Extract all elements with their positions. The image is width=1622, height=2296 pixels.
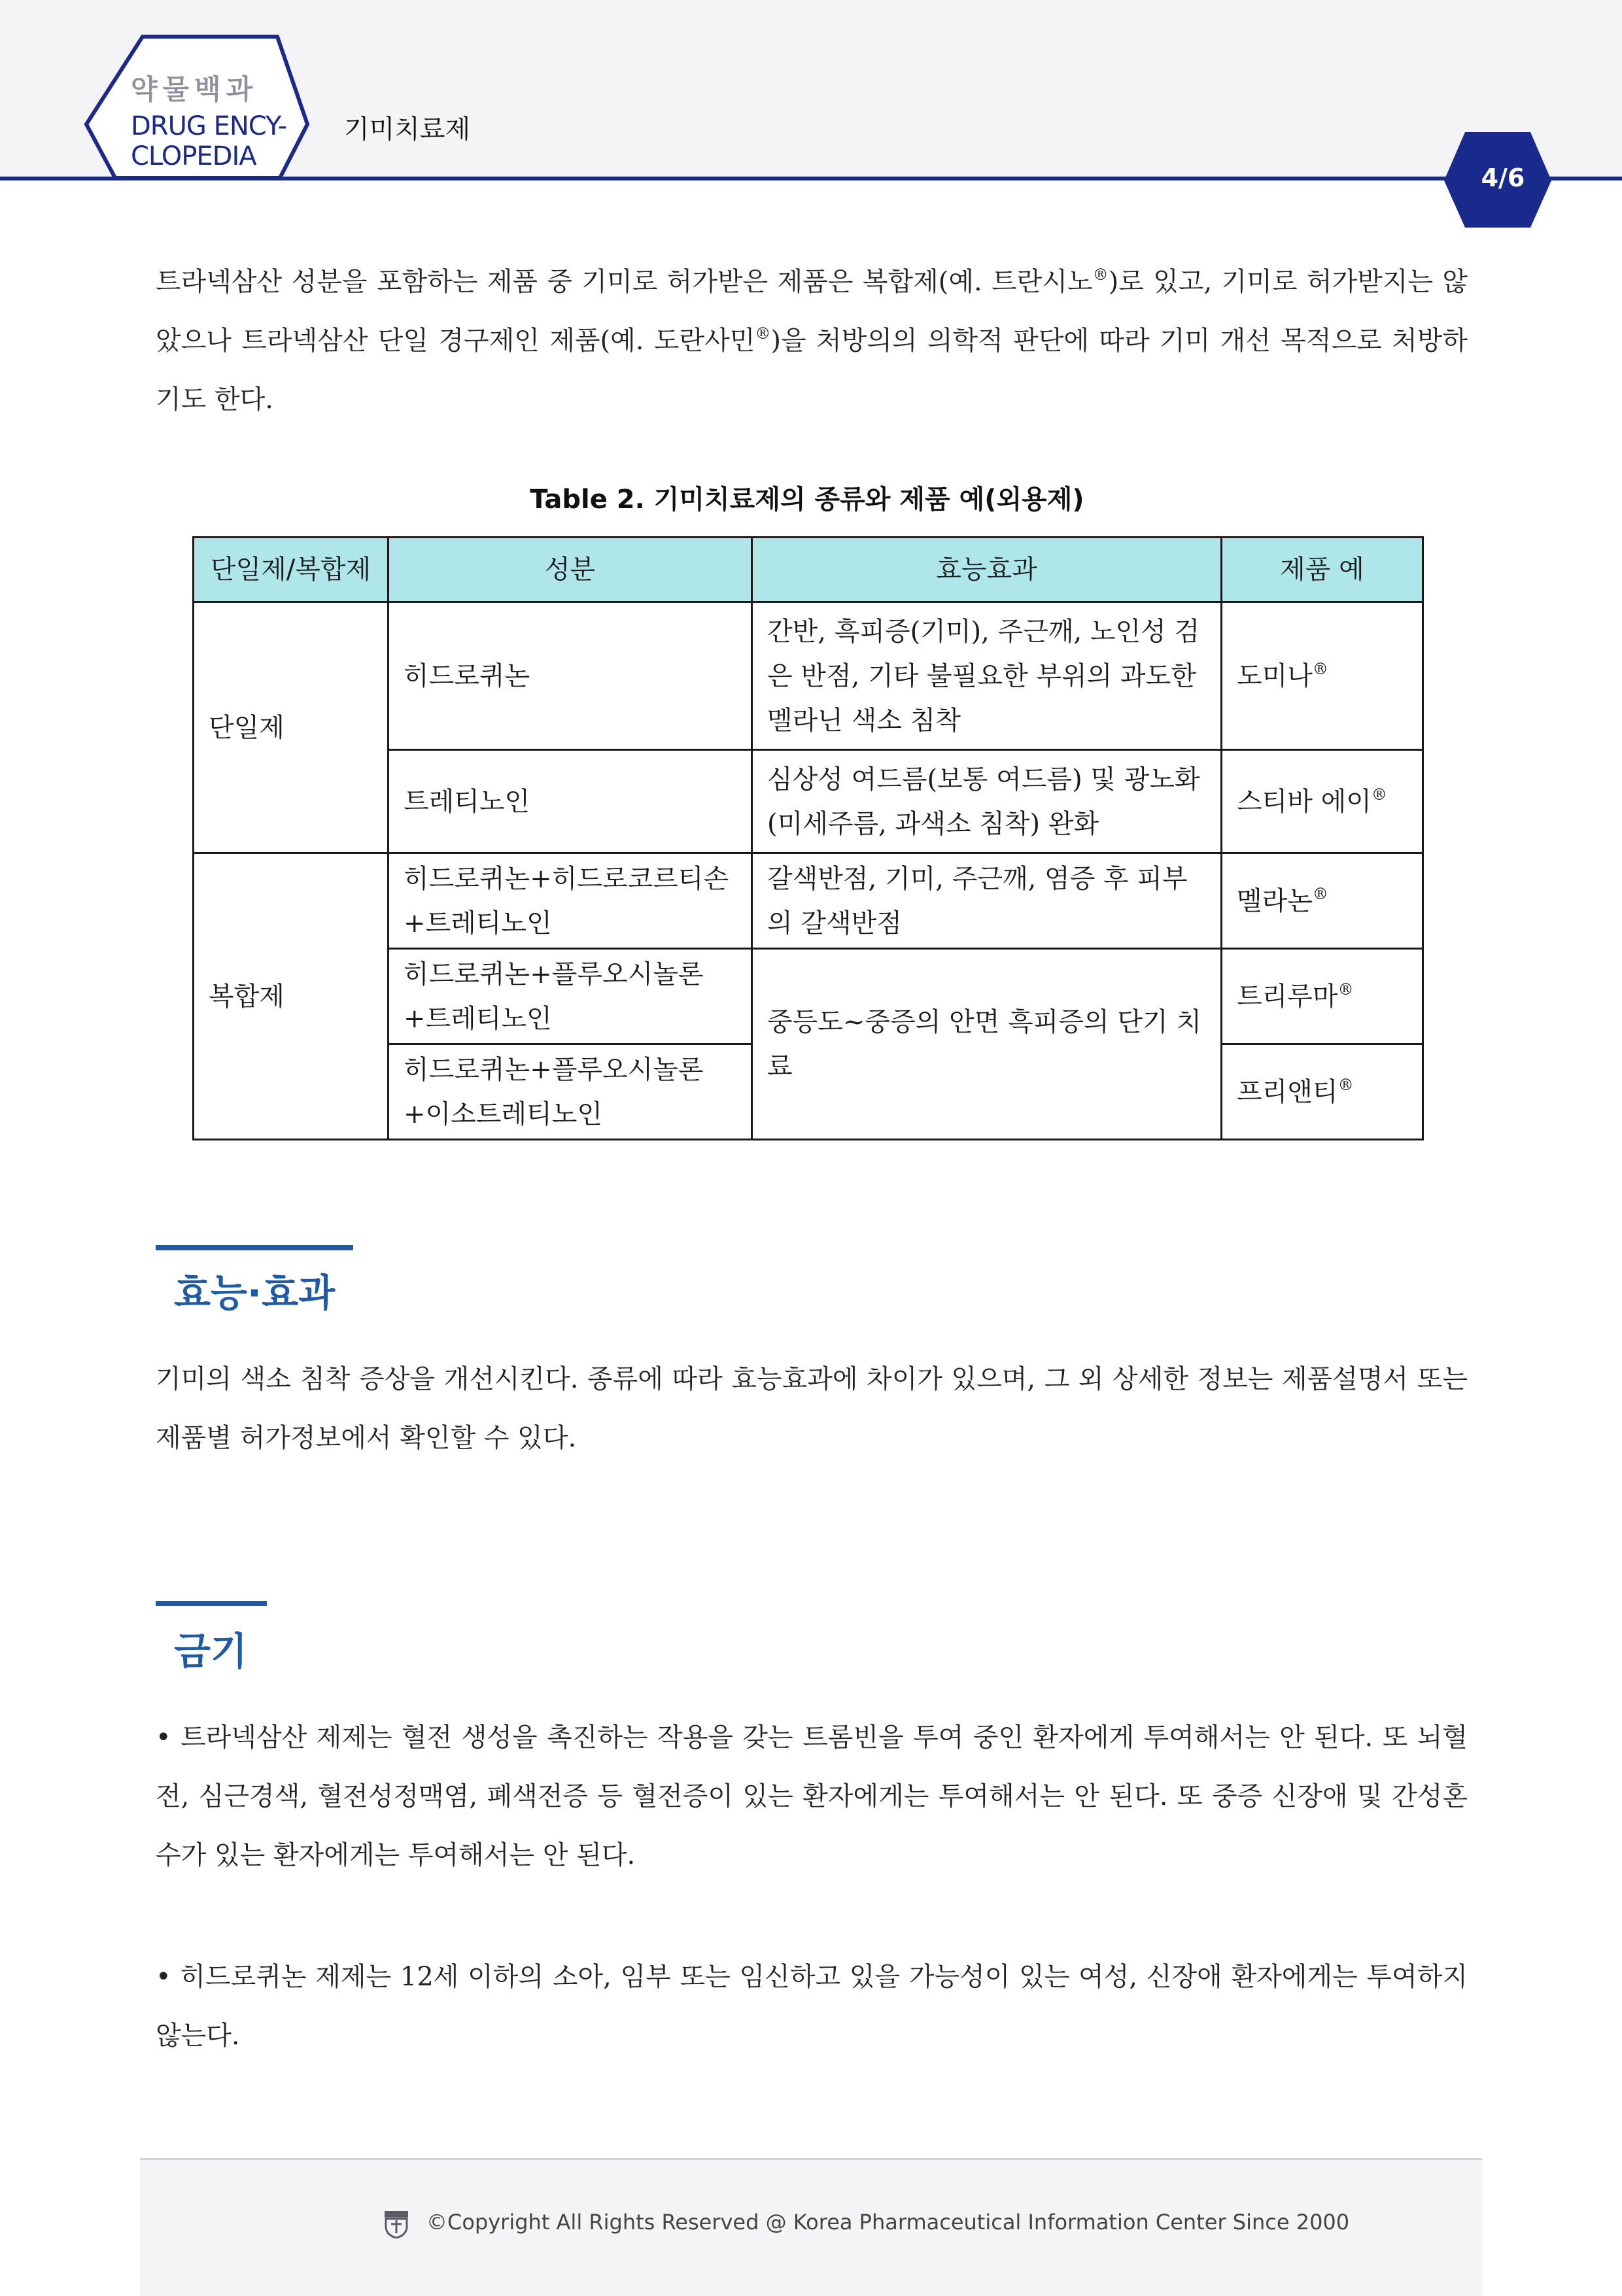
page-indicator: 4/6	[1481, 163, 1525, 192]
ingredient-cell: 히드로퀴논+플루오시놀론+이소트레티노인	[388, 1044, 752, 1140]
section-accent-bar	[156, 1601, 267, 1606]
ingredient-cell: 히드로퀴논+히드로코르티손+트레티노인	[388, 853, 752, 949]
logo-english-line2: CLOPEDIA	[131, 141, 256, 171]
table-header-row	[194, 538, 1423, 602]
ingredient-cell: 트레티노인	[388, 750, 752, 853]
product-cell	[1222, 853, 1423, 949]
table-row	[194, 853, 1423, 949]
product-name: 멜라논	[1237, 885, 1313, 916]
effect-cell: 중등도~중증의 안면 흑피증의 단기 치료	[752, 949, 1222, 1140]
column-header: 단일제/복합제	[194, 538, 388, 602]
effect-cell: 간반, 흑피증(기미), 주근깨, 노인성 검은 반점, 기타 불필요한 부위의 과도한 멜라닌 색소 침착	[752, 602, 1222, 750]
shield-emblem-icon	[383, 2210, 409, 2238]
section-title-efficacy: 효능·효과	[174, 1271, 336, 1315]
product-name: 도미나	[1237, 660, 1313, 691]
effect-cell: 갈색반점, 기미, 주근깨, 염증 후 피부의 갈색반점	[752, 853, 1222, 949]
column-header: 성분	[388, 538, 752, 602]
footer	[140, 2158, 1482, 2296]
document-title: 기미치료제	[344, 114, 471, 145]
table-row	[194, 602, 1423, 750]
product-cell	[1222, 602, 1423, 750]
group-cell-combo: 복합제	[194, 853, 388, 1140]
efficacy-paragraph: 기미의 색소 침착 증상을 개선시킨다. 종류에 따라 효능효과에 차이가 있으며, 그 외 상세한 정보는 제품설명서 또는 제품별 허가정보에서 확인할 수 있다.	[156, 1364, 1468, 1453]
product-name: 스티바 에이	[1237, 786, 1372, 817]
product-cell	[1222, 949, 1423, 1044]
registered-mark: ®	[1312, 659, 1328, 678]
ingredient-cell: 히드로퀴논	[388, 602, 752, 750]
section-accent-bar	[156, 1245, 353, 1250]
registered-mark: ®	[1312, 884, 1328, 903]
logo-english-line1: DRUG ENCY-	[131, 111, 287, 141]
product-table	[192, 536, 1424, 1140]
registered-mark: ®	[755, 324, 771, 343]
section-title-contraindications: 금기	[174, 1629, 248, 1673]
column-header: 제품 예	[1222, 538, 1423, 602]
group-cell-single: 단일제	[194, 602, 388, 853]
registered-mark: ®	[1092, 266, 1109, 284]
column-header: 효능효과	[752, 538, 1222, 602]
product-name: 프리앤티	[1237, 1076, 1338, 1107]
intro-paragraph	[156, 252, 1468, 429]
ingredient-cell: 히드로퀴논+플루오시놀론+트레티노인	[388, 949, 752, 1044]
product-cell	[1222, 750, 1423, 853]
effect-cell: 심상성 여드름(보통 여드름) 및 광노화(미세주름, 과색소 침착) 완화	[752, 750, 1222, 853]
intro-text-1: 트라넥삼산 성분을 포함하는 제품 중 기미로 허가받은 제품은 복합제(예. 트란시노	[156, 267, 1093, 297]
product-cell	[1222, 1044, 1423, 1140]
intro-text-2: )로 있고, 기미로 허가받지는 않았으나 트라넥삼산 단일 경구제인 제품(예. 도란사민	[156, 267, 1468, 356]
product-name: 트리루마	[1237, 981, 1338, 1012]
registered-mark: ®	[1337, 1075, 1354, 1094]
copyright-text: ©Copyright All Rights Reserved @ Korea Pharmaceutical Information Center Since 2000	[426, 2210, 1350, 2235]
table-caption: Table 2. 기미치료제의 종류와 제품 예(외용제)	[530, 485, 1084, 515]
contraindication-item: • 트라넥삼산 제제는 혈전 생성을 촉진하는 작용을 갖는 트롬빈을 투여 중인 환자에게 투여해서는 안 된다. 또 뇌혈전, 심근경색, 혈전성정맥염, 폐색전증 등 혈전증이 있는 환자에게는 투여해서는 안 된다. 또 중증 신장애 및 간성혼수가 있는 환자에게는 투여해서는 안 된다.	[156, 1722, 1468, 1870]
registered-mark: ®	[1337, 980, 1354, 999]
logo-korean: 약물백과	[131, 73, 258, 105]
intro-text-3: )을 처방의의 의학적 판단에 따라 기미 개선 목적으로 처방하기도 한다.	[156, 326, 1468, 415]
contraindication-item: • 히드로퀴논 제제는 12세 이하의 소아, 임부 또는 임신하고 있을 가능성이 있는 여성, 신장애 환자에게는 투여하지 않는다.	[156, 1962, 1468, 2051]
registered-mark: ®	[1371, 785, 1387, 804]
